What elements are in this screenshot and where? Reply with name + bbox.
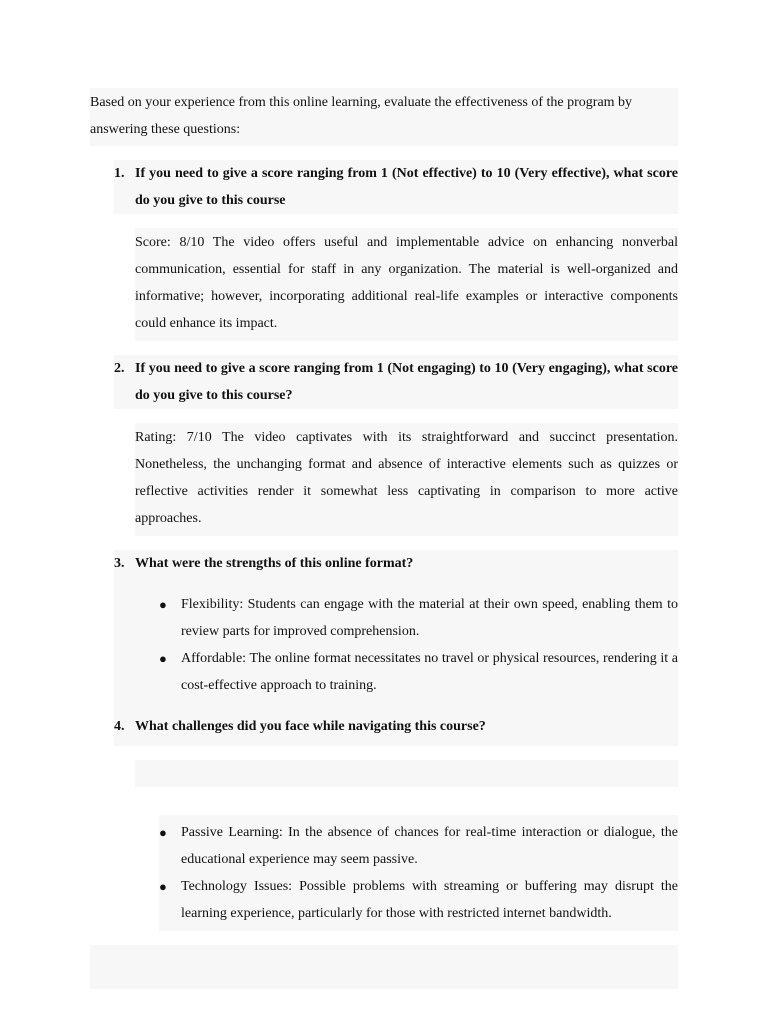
question-4-number: 4. bbox=[114, 719, 125, 734]
intro-paragraph: Based on your experience from this online learning, evaluate the effectiveness of the program by answering these questions: bbox=[90, 88, 678, 146]
strength-affordable: Affordable: The online format necessitates no travel or physical resources, rendering it a cost-effective approach to training. bbox=[181, 651, 678, 693]
list-item bbox=[159, 873, 678, 927]
question-1 bbox=[114, 160, 678, 214]
question-1-text: If you need to give a score ranging from 1 (Not effective) to 10 (Very effective), what score do you give to this course bbox=[135, 166, 678, 208]
question-3-4-block bbox=[114, 550, 678, 746]
question-1-number: 1. bbox=[114, 166, 125, 181]
list-item bbox=[159, 819, 678, 873]
challenges-list bbox=[159, 815, 678, 931]
strength-flexibility: Flexibility: Students can engage with the material at their own speed, enabling them to review parts for improved comprehension. bbox=[181, 597, 678, 639]
question-2-number: 2. bbox=[114, 361, 125, 376]
empty-answer-box bbox=[135, 760, 678, 787]
strengths-list bbox=[159, 591, 678, 699]
document-body bbox=[90, 88, 678, 989]
question-2 bbox=[114, 355, 678, 409]
challenge-passive-learning: Passive Learning: In the absence of chances for real-time interaction or dialogue, the educational experience may seem passive. bbox=[181, 825, 678, 867]
bullet-icon: ● bbox=[159, 825, 167, 840]
answer-1: Score: 8/10 The video offers useful and implementable advice on enhancing nonverbal communication, essential for staff in any organization. The material is well-organized and informative; however, incorporating additional real-life examples or interactive components could enhance its impact. bbox=[135, 228, 678, 341]
bullet-icon: ● bbox=[159, 597, 167, 612]
question-3-text: What were the strengths of this online format? bbox=[135, 556, 414, 571]
question-3 bbox=[114, 550, 678, 577]
trailing-empty-box bbox=[90, 945, 678, 989]
list-item bbox=[159, 591, 678, 645]
list-item bbox=[159, 645, 678, 699]
bullet-icon: ● bbox=[159, 879, 167, 894]
question-3-number: 3. bbox=[114, 556, 125, 571]
question-2-text: If you need to give a score ranging from 1 (Not engaging) to 10 (Very engaging), what score do you give to this course? bbox=[135, 361, 678, 403]
question-4 bbox=[114, 713, 678, 740]
question-4-text: What challenges did you face while navigating this course? bbox=[135, 719, 486, 734]
bullet-icon: ● bbox=[159, 651, 167, 666]
answer-2: Rating: 7/10 The video captivates with its straightforward and succinct presentation. Nonetheless, the unchanging format and absence of interactive elements such as quizzes or reflective activities render it somewhat less captivating in comparison to more active approaches. bbox=[135, 423, 678, 536]
challenge-technology: Technology Issues: Possible problems with streaming or buffering may disrupt the learning experience, particularly for those with restricted internet bandwidth. bbox=[181, 879, 678, 921]
